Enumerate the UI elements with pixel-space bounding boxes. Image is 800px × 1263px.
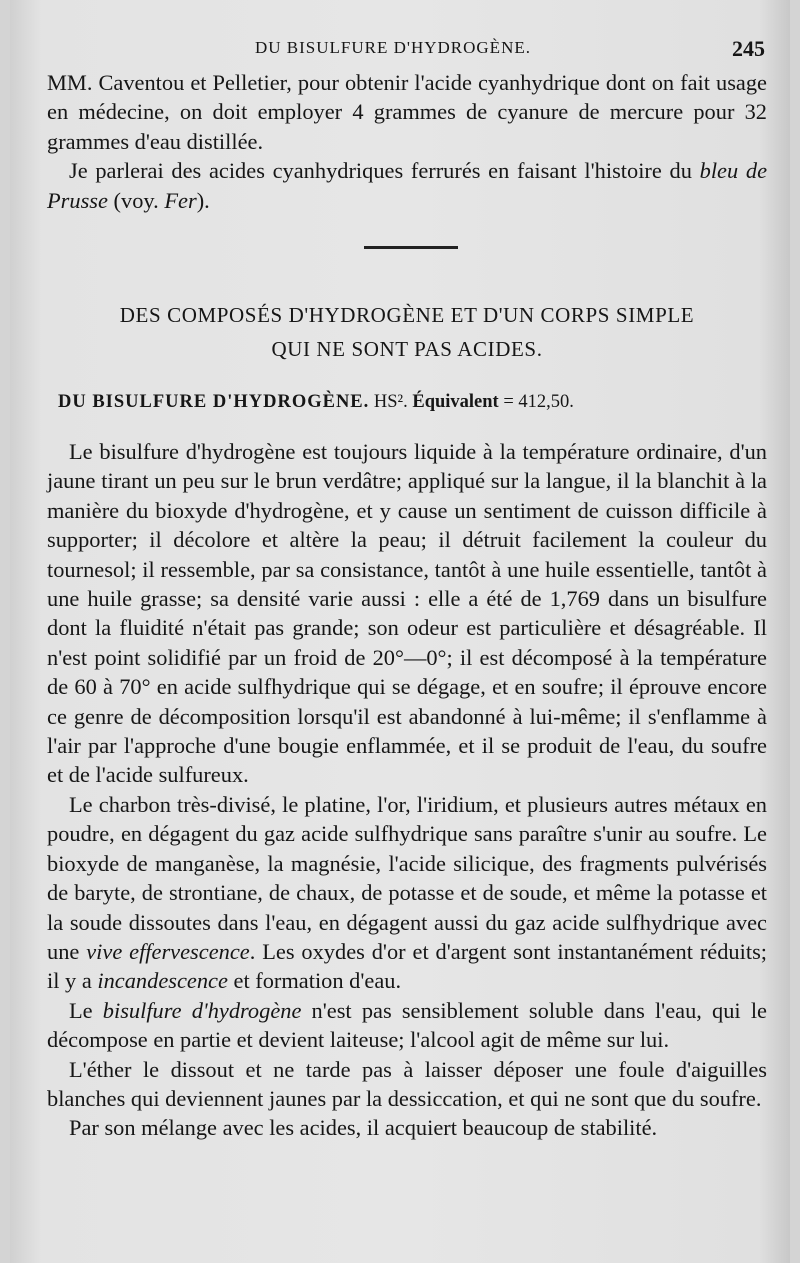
page-header	[47, 38, 765, 64]
reference-term-fer: Fer	[164, 187, 197, 213]
subsection-title: DU BISULFURE D'HYDROGÈNE.	[58, 392, 370, 412]
body-paragraph-acids: Par son mélange avec les acides, il acquiert beaucoup de stabilité.	[69, 1115, 658, 1141]
chemical-formula: HS².	[373, 392, 408, 412]
body-paragraph-ether: L'éther le dissout et ne tarde pas à laisser déposer une foule d'aiguilles blanches qui deviennent jaunes par la dessiccation, et qui ne sont que du soufre.	[47, 1056, 767, 1111]
continuation-paragraph: MM. Caventou et Pelletier, pour obtenir l'acide cyanhydrique dont on fait usage en médecine, on doit employer 4 grammes de cyanure de mercure pour 32 grammes d'eau distillée.	[47, 70, 767, 154]
section-title	[47, 298, 767, 366]
italic-term-effervescence: vive effervescence	[86, 938, 250, 964]
body-paragraph-reactions: Le charbon très-divisé, le platine, l'or, l'iridium, et plusieurs autres métaux en poudre, en dégagent du gaz acide sulfhydrique sans paraître s'unir au soufre. Le bioxyde de manganèse, la magnésie, l'acide silicique, des fragments pulvérisés de baryte, de strontiane, de chaux, de potasse et de soude, et même la potasse et la soude dissoutes dans l'eau, en dégagent aussi du gaz acide sulfhydrique avec une vive effervescence. Les oxydes d'or et d'argent sont instantanément réduits; il y a incandescence et formation d'eau.	[47, 791, 768, 994]
page-number: 245	[732, 36, 765, 61]
subsection-heading	[58, 389, 770, 415]
reference-term: bleu de Prusse	[47, 158, 768, 213]
section-title-line-2: QUI NE SONT PAS ACIDES.	[271, 337, 543, 361]
equivalent-label: Équivalent	[412, 392, 499, 412]
section-title-line-1: DES COMPOSÉS D'HYDROGÈNE ET D'UN CORPS SIMPLE	[119, 303, 695, 327]
equivalent-value: = 412,50.	[503, 392, 574, 412]
body-paragraph-properties: Le bisulfure d'hydrogène est toujours liquide à la température ordinaire, d'un jaune tirant un peu sur le brun verdâtre; appliqué sur la langue, il la blanchit à la manière du bioxyde d'hydrogène, et y cause un sentiment de cuisson difficile à supporter; il décolore et altère la peau; il détruit facilement la couleur du tournesol; il ressemble, par sa consistance, tantôt à une huile essentielle, tantôt à une huile grasse; sa densité varie aussi : elle a été de 1,769 dans un bisulfure dont la fluidité n'était pas grande; son odeur est particulière et désagréable. Il n'est point solidifié par un froid de 20°—0°; il est décomposé à la température de 60 à 70° en acide sulfhydrique qui se dégage, et en soufre; il éprouve encore ce genre de décomposition lorsqu'il est abandonné à lui-même; il s'enflamme à l'air par l'approche d'une bougie enflammée, et il se produit de l'eau, du soufre et de l'acide sulfureux.	[47, 439, 767, 788]
body-paragraph-solubility: Le bisulfure d'hydrogène n'est pas sensiblement soluble dans l'eau, qui le décompose en partie et devient laiteuse; l'alcool agit de même sur lui.	[47, 997, 767, 1053]
section-divider	[364, 246, 458, 249]
italic-term-incandescence: incandescence	[97, 968, 228, 994]
running-head: DU BISULFURE D'HYDROGÈNE.	[255, 38, 531, 57]
body-text	[47, 437, 767, 1143]
book-page	[10, 0, 790, 1263]
continuation-text	[47, 68, 767, 215]
italic-term-bisulfure: bisulfure d'hydrogène	[102, 997, 302, 1023]
cross-reference-paragraph: Je parlerai des acides cyanhydriques ferrurés en faisant l'histoire du bleu de Prusse (voy. Fer).	[47, 158, 768, 213]
